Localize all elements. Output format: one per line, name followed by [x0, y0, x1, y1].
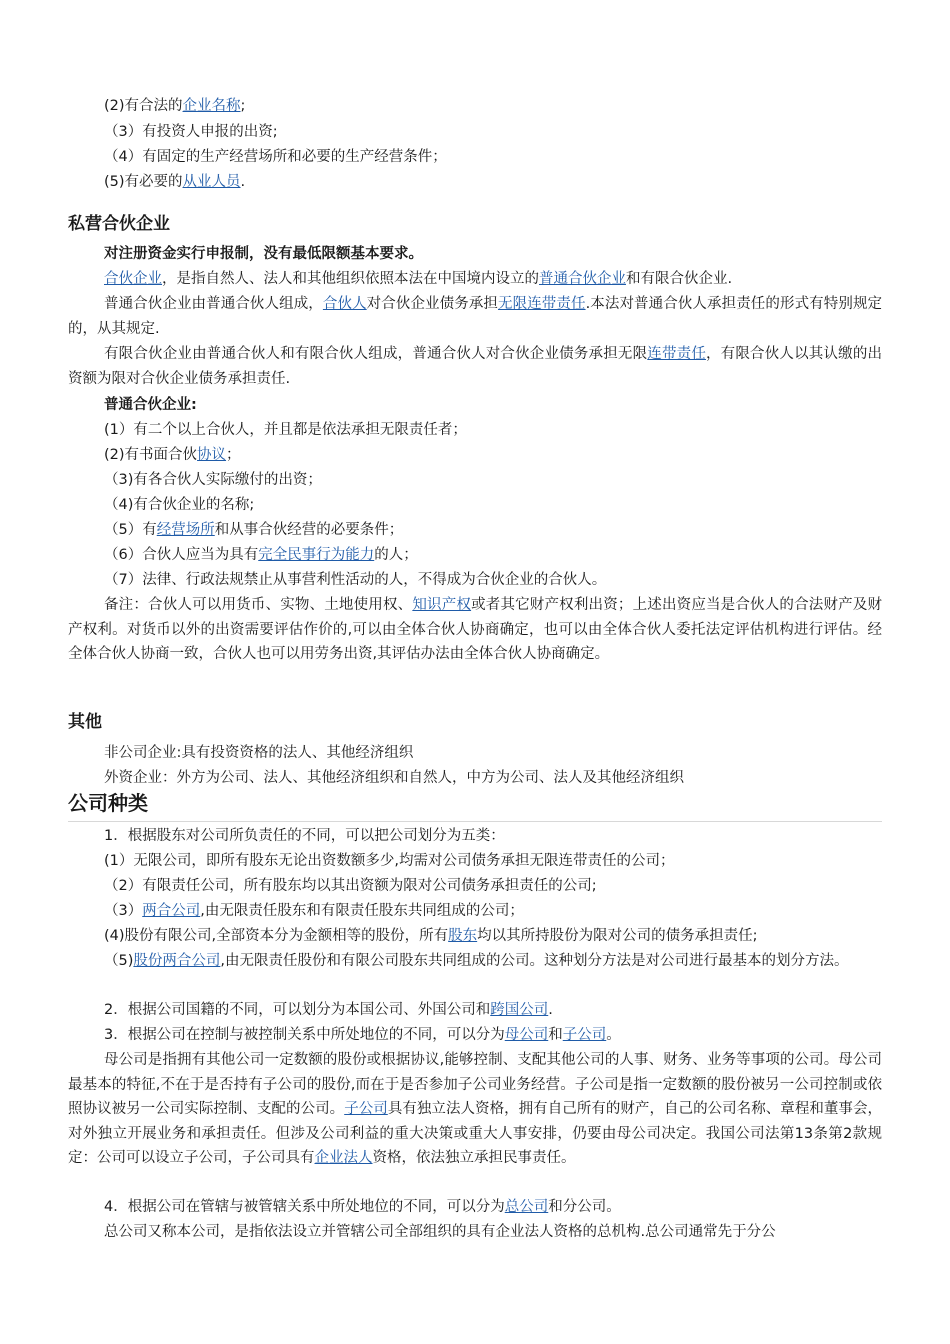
link-joint-liability[interactable]: 连带责任	[647, 346, 706, 362]
link-subsidiary-2[interactable]: 子公司	[344, 1101, 388, 1117]
link-partnership[interactable]: 合伙企业	[104, 271, 162, 287]
list-item-text: （4）有固定的生产经营场所和必要的生产经营条件；	[104, 149, 447, 165]
list-item-text: （2）有限责任公司，所有股东均以其出资额为限对公司债务承担责任的公司;	[104, 878, 597, 894]
paragraph-text: ，是指自然人、法人和其他组织依照本法在中国境内设立的	[162, 271, 539, 287]
list-item-text: ；	[226, 447, 241, 463]
list-item-text: （7）法律、行政法规禁止从事营利性活动的人，不得成为合伙企业的合伙人。	[104, 572, 607, 588]
link-general-partnership[interactable]: 普通合伙企业	[539, 271, 626, 287]
list-item	[104, 120, 278, 144]
list-item-text: .	[240, 174, 246, 190]
link-parent-company[interactable]: 母公司	[504, 1027, 549, 1043]
paragraph-control	[68, 1023, 882, 1048]
link-intellectual-property[interactable]: 知识产权	[412, 597, 472, 613]
link-full-civil-capacity[interactable]: 完全民事行为能力	[258, 547, 375, 563]
list-item	[104, 849, 675, 873]
heading-divider	[68, 821, 882, 822]
link-unlimited-joint-liability[interactable]: 无限连带责任	[498, 296, 586, 312]
paragraph-text: 。	[606, 1027, 621, 1043]
list-item-text: (1）无限公司，即所有股东无论出资数额多少,均需对公司债务承担无限连带责任的公司；	[104, 853, 675, 869]
list-item	[104, 443, 241, 467]
link-head-office[interactable]: 总公司	[504, 1199, 549, 1215]
list-item-text: 和从事合伙经营的必要条件；	[214, 522, 404, 538]
list-item	[104, 145, 447, 169]
paragraph-note	[68, 593, 882, 667]
other-line: 外资企业：外方为公司、法人、其他经济组织和自然人，中方为公司、法人及其他经济组织	[104, 770, 684, 786]
paragraph-nationality	[68, 998, 882, 1023]
list-item-text: 均以其所持股份为限对公司的债务承担责任;	[477, 928, 758, 944]
paragraph-text: 母公司是指拥有其他公司一定数额的股份或根据协议,能够控制、支配其他公司的人事、财务、业务等事项的公司。母公司最基本的特征,不在于是否持有子公司的股份,而在于是否参加子公司业务经营。子公司是指一定数额的股份被另一公司控制或依照协议被另一公司实际控制、支配的公司。	[68, 1052, 882, 1117]
paragraph-text: 或者其它财产权利出资；上述出资应当是合伙人的合法财产及财产权利。对货币以外的出资需要评估作价的,可以由全体合伙人协商确定，也可以由全体合伙人委托法定评估机构进行评估。经全体合伙人协商一致，合伙人也可以用劳务出资,其评估办法由全体合伙人协商确定。	[68, 597, 883, 662]
link-subsidiary[interactable]: 子公司	[562, 1027, 607, 1043]
link-enterprise-legal-person[interactable]: 企业法人	[314, 1150, 373, 1166]
paragraph-text: .	[548, 1002, 553, 1018]
section-heading-other: 其他	[68, 712, 102, 732]
paragraph-text: 和有限合伙企业.	[626, 271, 733, 287]
list-item	[104, 899, 524, 923]
list-item-text: （6）合伙人应当为具有	[104, 547, 259, 563]
list-item	[104, 568, 606, 592]
paragraph-text: 有限合伙企业由普通合伙人和有限合伙人组成，普通合伙人对合伙企业债务承担无限	[104, 346, 648, 362]
link-partner[interactable]: 合伙人	[322, 296, 367, 312]
paragraph-text: 具有独立法人资格，拥有自己所有的财产，自己的公司名称、章程和董事会，对外独立开展业务和承担责任。但涉及公司利益的重大决策或重大人事安排，仍要由母公司决定。我国公司法第13条第2款规定：公司可以设立子公司，子公司具有	[68, 1101, 883, 1166]
list-item-text: （3）有投资人申报的出资;	[104, 124, 278, 140]
paragraph-head-office-definition: 总公司又称本公司，是指依法设立并管辖公司全部组织的具有企业法人资格的总机构.总公司通常先于分公	[104, 1224, 776, 1240]
list-item-text: (4)股份有限公司,全部资本分为金额相等的股份，所有	[104, 928, 449, 944]
paragraph-text: 和	[548, 1027, 563, 1043]
paragraph-parent-subsidiary	[68, 1048, 882, 1171]
section-heading-company-types: 公司种类	[68, 791, 148, 815]
paragraph-text: 资格，依法独立承担民事责任。	[372, 1150, 576, 1166]
paragraph-head-office	[68, 1195, 882, 1220]
link-shareholder[interactable]: 股东	[448, 928, 478, 944]
paragraph-general-partnership	[68, 292, 882, 341]
list-item	[104, 493, 254, 517]
paragraph-item-5	[68, 949, 882, 974]
list-item	[104, 543, 418, 567]
list-item-text: (1）有二个以上合伙人，并且都是依法承担无限责任者；	[104, 422, 467, 438]
link-multinational[interactable]: 跨国公司	[490, 1002, 549, 1018]
paragraph-text: （5)	[104, 953, 134, 969]
link-agreement[interactable]: 协议	[197, 447, 227, 463]
paragraph-partnership-definition	[68, 267, 882, 292]
list-item	[104, 874, 597, 898]
paragraph-limited-partnership	[68, 342, 882, 391]
paragraph-text: 和分公司。	[548, 1199, 621, 1215]
link-enterprise-name[interactable]: 企业名称	[182, 98, 241, 114]
paragraph-text: .本法对普通合伙人承担责任的形式有特别规定的，从其规定.	[68, 296, 883, 337]
paragraph-text: 3．根据公司在控制与被控制关系中所处地位的不同，可以分为	[104, 1027, 505, 1043]
list-item	[104, 418, 467, 442]
list-item-text: （3）	[104, 903, 143, 919]
list-item-text: (2)有合法的	[104, 98, 183, 114]
paragraph-text: 普通合伙企业由普通合伙人组成，	[104, 296, 323, 312]
paragraph-text: ，有限合伙人以其认缴的出资额为限对合伙企业债务承担责任.	[68, 346, 883, 387]
list-item-text: ,由无限责任股东和有限责任股东共同组成的公司；	[200, 903, 524, 919]
list-item-text: (5)有必要的	[104, 174, 183, 190]
paragraph-text: 4．根据公司在管辖与被管辖关系中所处地位的不同，可以分为	[104, 1199, 505, 1215]
list-item-text: （3)有各合伙人实际缴付的出资；	[104, 472, 322, 488]
paragraph-text: ,由无限责任股份和有限公司股东共同组成的公司。这种划分方法是对公司进行最基本的划分方法。	[220, 953, 849, 969]
list-item-text: 的人；	[374, 547, 418, 563]
other-line: 非公司企业:具有投资资格的法人、其他经济组织	[104, 745, 414, 761]
list-item	[104, 518, 403, 542]
section-heading-partnership: 私营合伙企业	[68, 214, 170, 234]
list-item-text: (2)有书面合伙	[104, 447, 198, 463]
link-business-premises[interactable]: 经营场所	[156, 522, 215, 538]
paragraph-text: 备注：合伙人可以用货币、实物、土地使用权、	[104, 597, 413, 613]
list-intro: 1．根据股东对公司所负责任的不同，可以把公司划分为五类：	[104, 828, 505, 844]
list-item	[104, 468, 322, 492]
link-employees[interactable]: 从业人员	[182, 174, 241, 190]
list-item	[104, 170, 245, 194]
general-partnership-label: 普通合伙企业:	[104, 397, 197, 413]
list-item	[104, 94, 245, 118]
list-item-text: （4)有合伙企业的名称;	[104, 497, 255, 513]
list-item-text: （5）有	[104, 522, 157, 538]
paragraph-text: 对合伙企业债务承担	[366, 296, 499, 312]
link-joint-stock-two-type[interactable]: 股份两合公司	[133, 953, 221, 969]
list-item-text: ;	[240, 98, 246, 114]
link-two-type-company[interactable]: 两合公司	[142, 903, 201, 919]
paragraph-text: 2．根据公司国籍的不同，可以划分为本国公司、外国公司和	[104, 1002, 491, 1018]
list-item	[104, 924, 758, 948]
bold-note: 对注册资金实行申报制，没有最低限额基本要求。	[104, 246, 423, 262]
